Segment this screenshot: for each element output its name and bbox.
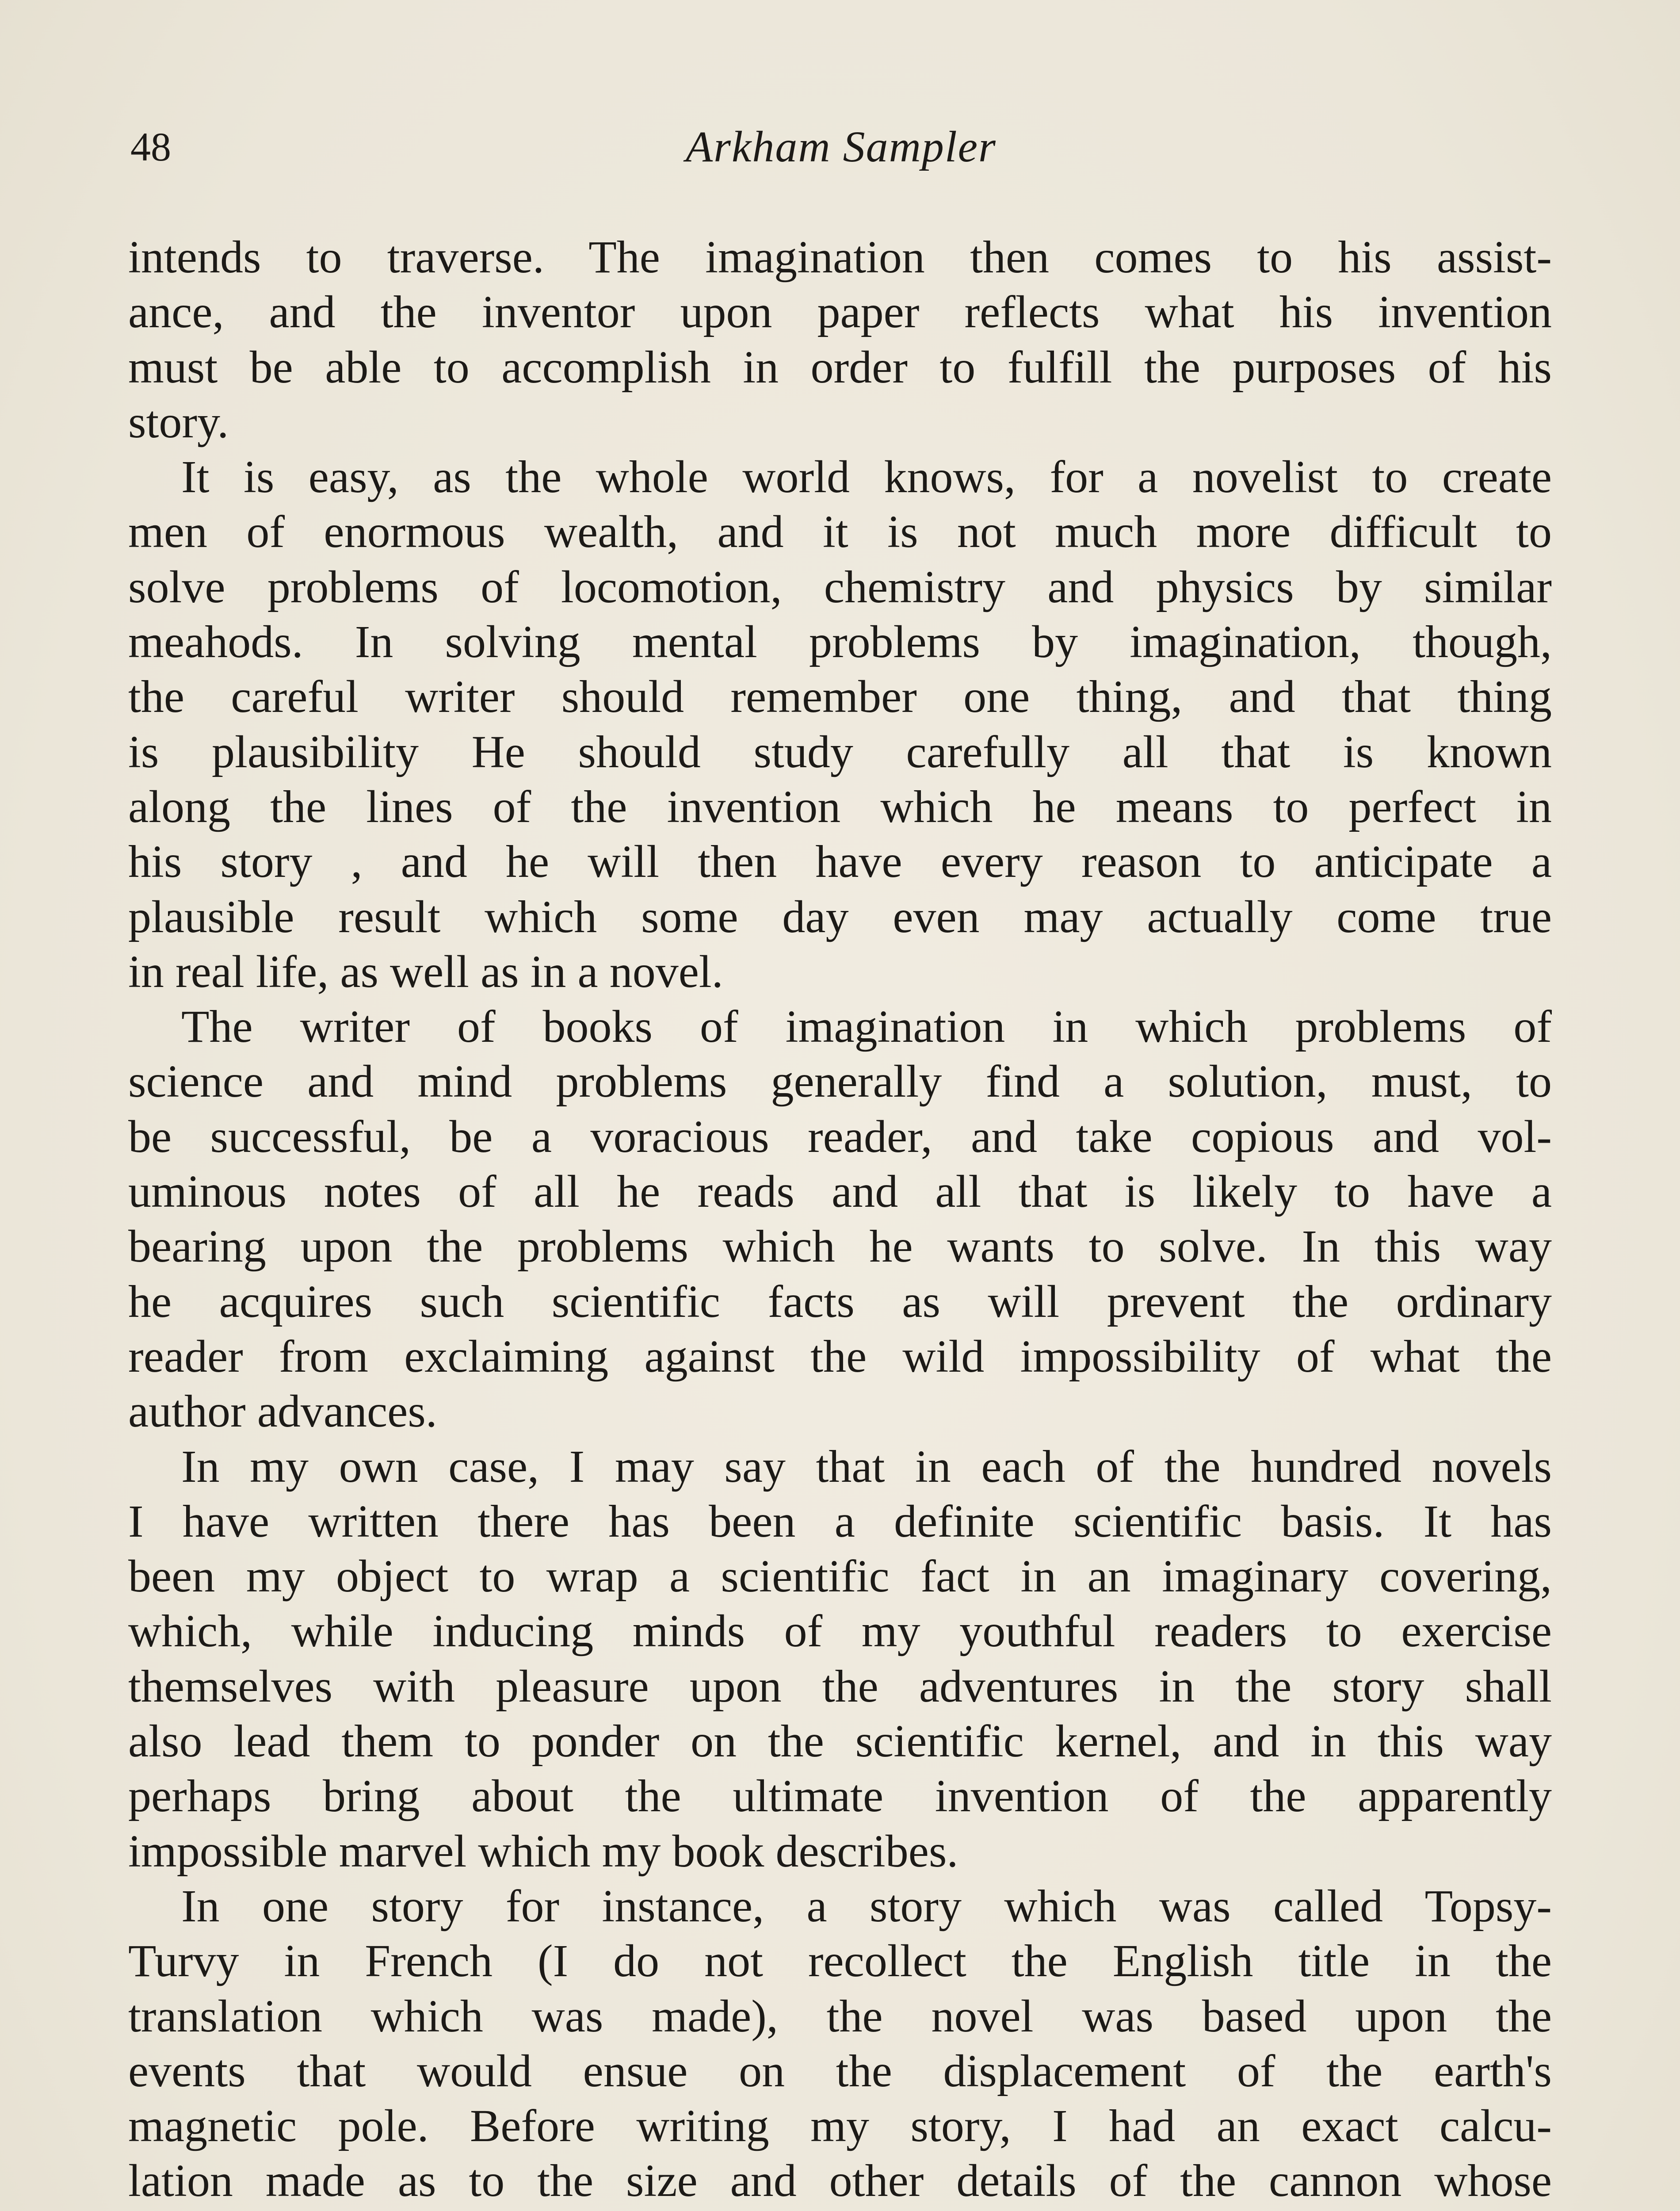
text-line: events that would ensue on the displacement of the earth's — [128, 2045, 1552, 2096]
paragraph — [128, 1439, 1552, 1879]
text-line: intends to traverse. The imagination then comes to his assist- — [128, 232, 1552, 283]
text-line: he acquires such scientific facts as will prevent the ordinary — [128, 1276, 1552, 1327]
paragraph — [128, 1879, 1552, 2211]
body-text — [128, 230, 1552, 2211]
text-line: It is easy, as the whole world knows, for a novelist to create — [181, 451, 1552, 503]
text-line: been my object to wrap a scientific fact in an imaginary covering, — [128, 1551, 1552, 1602]
text-line — [128, 2209, 1552, 2211]
text-line: In my own case, I may say that in each of the hundred novels — [181, 1441, 1552, 1492]
text-line: men of enormous wealth, and it is not much more difficult to — [128, 506, 1552, 558]
text-line: author advances. — [128, 1386, 437, 1437]
page-header — [130, 116, 1552, 178]
text-line: Turvy in French (I do not recollect the English title in the — [128, 1936, 1552, 1987]
text-line: themselves with pleasure upon the adventures in the story shall — [128, 1660, 1552, 1712]
text-line: his story , and he will then have every reason to anticipate a — [128, 836, 1552, 887]
text-line: ance, and the inventor upon paper reflects what his invention — [128, 287, 1552, 338]
text-line: magnetic pole. Before writing my story, I had an exact calcu- — [128, 2100, 1552, 2152]
text-line: In one story for instance, a story which was called Topsy- — [181, 1880, 1552, 1932]
text-line: meahods. In solving mental problems by imagination, though, — [128, 616, 1552, 668]
text-line: be successful, be a voracious reader, and take copious and vol- — [128, 1111, 1552, 1162]
text-line: perhaps bring about the ultimate invention of the apparently — [128, 1771, 1552, 1822]
page-number: 48 — [130, 124, 171, 169]
text-line: lation made as to the size and other details of the cannon whose — [128, 2155, 1552, 2207]
text-line: solve problems of locomotion, chemistry and physics by similar — [128, 561, 1552, 612]
text-line: along the lines of the invention which he means to perfect in — [128, 781, 1552, 832]
text-line: reader from exclaiming against the wild impossibility of what the — [128, 1331, 1552, 1382]
text-line: in real life, as well as in a novel. — [128, 946, 723, 997]
text-line: which, while inducing minds of my youthful readers to exercise — [128, 1606, 1552, 1657]
text-line: plausible result which some day even may actually come true — [128, 891, 1552, 942]
running-head: Arkham Sampler — [686, 122, 997, 171]
text-line: translation which was made), the novel was based upon the — [128, 1990, 1552, 2042]
text-line: The writer of books of imagination in which problems of — [181, 1001, 1552, 1052]
paragraph — [128, 450, 1552, 999]
paragraph — [128, 999, 1552, 1439]
text-line: the careful writer should remember one thing, and that thing — [128, 671, 1552, 723]
text-line: also lead them to ponder on the scientific kernel, and in this way — [128, 1716, 1552, 1767]
text-line: bearing upon the problems which he wants to solve. In this way — [128, 1221, 1552, 1272]
text-line: must be able to accomplish in order to fulfill the purposes of his — [128, 341, 1552, 393]
text-line: story. — [128, 396, 229, 448]
text-line: science and mind problems generally find a solution, must, to — [128, 1056, 1552, 1107]
text-line: impossible marvel which my book describes. — [128, 1825, 958, 1877]
text-line: uminous notes of all he reads and all that is likely to have a — [128, 1166, 1552, 1217]
paragraph — [128, 230, 1552, 450]
text-line: is plausibility He should study carefully all that is known — [128, 726, 1552, 777]
text-line: I have written there has been a definite scientific basis. It has — [128, 1496, 1552, 1547]
